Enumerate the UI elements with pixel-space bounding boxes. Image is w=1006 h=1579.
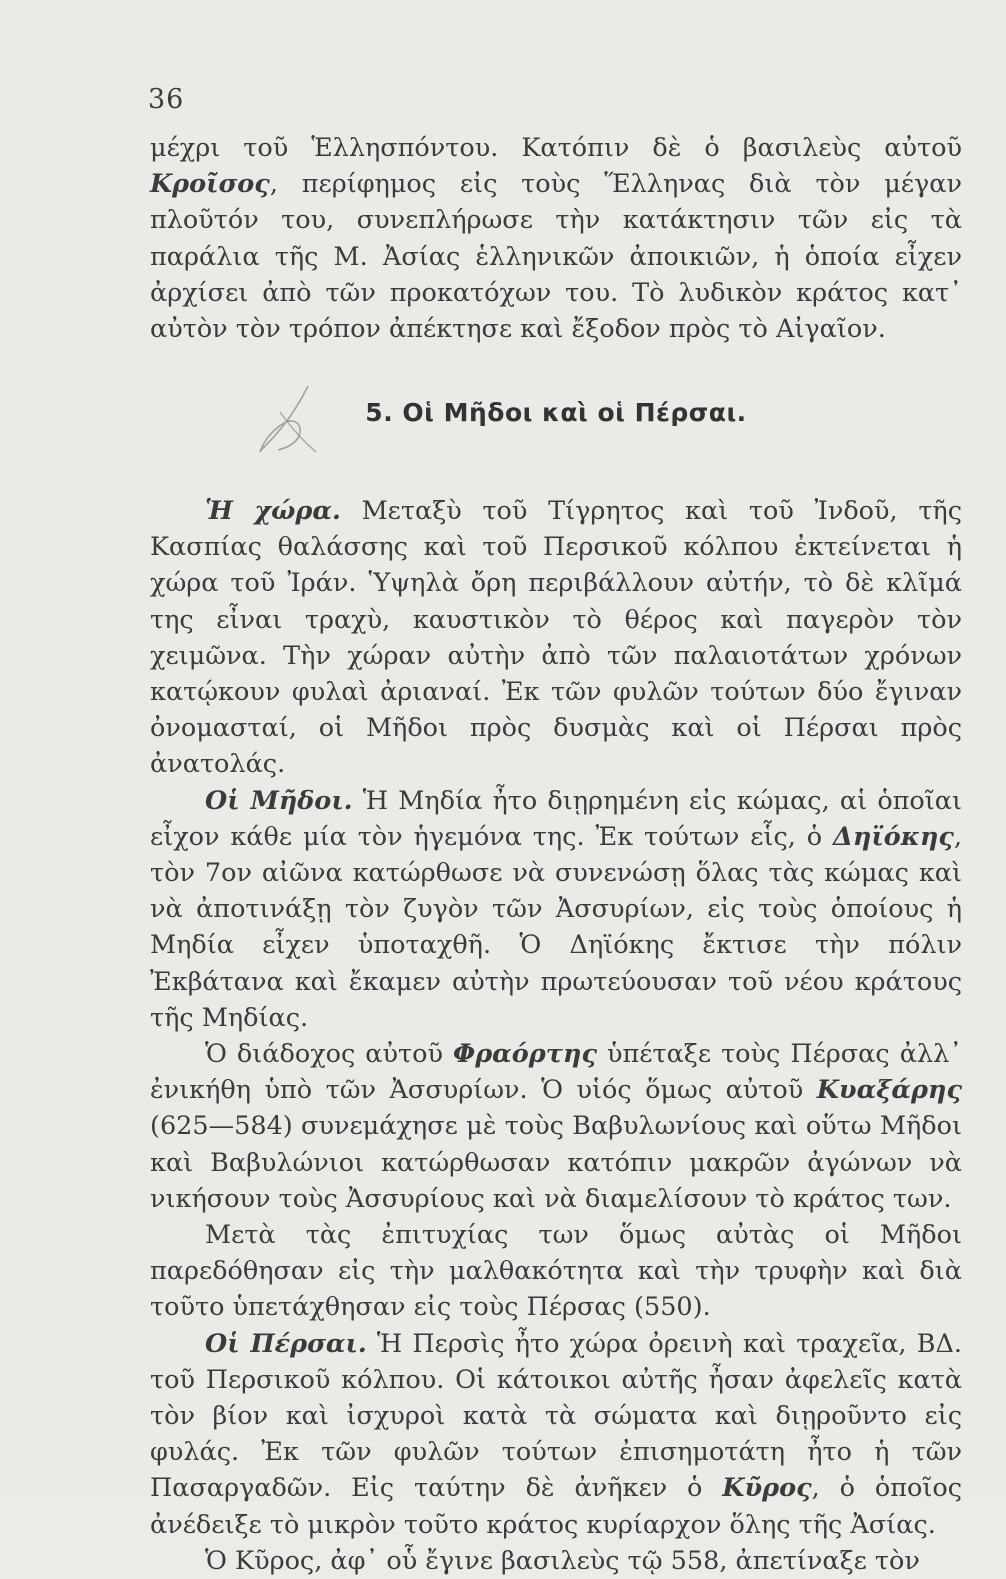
paragraph-after bbox=[150, 1217, 962, 1326]
name-kyros: Κῦρος bbox=[722, 1473, 812, 1504]
paragraph-lead: Οἱ Πέρσαι. bbox=[205, 1328, 367, 1359]
paragraph-text: Ὁ διάδοχος αὐτοῦ bbox=[205, 1039, 453, 1070]
paragraph-text: Μεταξὺ τοῦ Τίγρητος καὶ τοῦ Ἰνδοῦ, τῆς Κασπίας θαλάσσης καὶ τοῦ Περσικοῦ κόλπου ἐκτείνεται ἡ χώρα τοῦ Ἰράν. Ὑψηλὰ ὄρη περιβάλλουν αὐτήν, τὸ δὲ κλῖμά της εἶναι τραχὺ, καυστικὸν τὸ θέρος καὶ παγερὸν τὸν χειμῶνα. Τὴν χώραν αὐτὴν ἀπὸ τῶν παλαιοτάτων χρόνων κατῴκουν φυλαὶ ἀριαναί. Ἐκ τῶν φυλῶν τούτων δύο ἔγιναν ὀνομασταί, οἱ Μῆδοι πρὸς δυσμὰς καὶ οἱ Πέρσαι πρὸς ἀνατολάς. bbox=[150, 496, 962, 780]
page-number: 36 bbox=[148, 84, 185, 115]
paragraph-medes bbox=[150, 783, 962, 1036]
paragraph-text: (625—584) συνεμάχησε μὲ τοὺς Βαβυλωνίους καὶ οὕτω Μῆδοι καὶ Βαβυλώνιοι κατώρθωσαν κατόπιν μακρῶν ἀγώνων νὰ νικήσουν τοὺς Ἀσσυρίους καὶ νὰ διαμελίσουν τὸ κράτος των. bbox=[150, 1111, 962, 1214]
paragraph-text: Ἡ Περσὶς ἦτο χώρα ὀρεινὴ καὶ τραχεῖα, ΒΔ. τοῦ Περσικοῦ κόλπου. Οἱ κάτοικοι αὐτῆς ἦσαν ἀφελεῖς κατὰ τὸν βίον καὶ ἰσχυροὶ κατὰ τὰ σώματα καὶ διῃροῦντο εἰς φυλάς. Ἐκ τῶν φυλῶν τούτων ἐπισημοτάτη ἦτο ἡ τῶν Πασαργαδῶν. Εἰς ταύτην δὲ ἀνῆκεν ὁ bbox=[150, 1328, 962, 1504]
paragraph-lydia bbox=[150, 130, 962, 347]
paragraph-country bbox=[150, 493, 962, 783]
name-deiokes: Δηϊόκης bbox=[833, 821, 954, 852]
intro-text-block bbox=[150, 130, 962, 347]
main-text-block bbox=[150, 493, 962, 1579]
paragraph-lead: Οἱ Μῆδοι. bbox=[205, 785, 353, 816]
paragraph-text: , περίφημος εἰς τοὺς Ἕλληνας διὰ τὸν μέγαν πλοῦτόν του, συνεπλήρωσε τὴν κατάκτησιν τῶν εἰς τὰ παράλια τῆς Μ. Ἀσίας ἑλληνικῶν ἀποικιῶν, ἡ ὁποία εἶχεν ἀρχίσει ἀπὸ τῶν προκατόχων του. Τὸ λυδικὸν κράτος κατ᾿ αὐτὸν τὸν τρόπον ἀπέκτησε καὶ ἔξοδον πρὸς τὸ Αἰγαῖον. bbox=[150, 169, 962, 345]
section-heading: 5. Οἱ Μῆδοι καὶ οἱ Πέρσαι. bbox=[365, 398, 747, 427]
name-kroisos: Κροῖσος bbox=[150, 169, 270, 200]
paragraph-kyros bbox=[150, 1543, 962, 1579]
paragraph-text: Ὁ Κῦρος, ἀφ᾿ οὗ ἔγινε βασιλεὺς τῷ 558, ἀπετίναξε τὸν bbox=[205, 1545, 920, 1576]
paragraph-text: , τὸν 7ον αἰῶνα κατώρθωσε νὰ συνενώσῃ ὅλας τὰς κώμας καὶ νὰ ἀποτινάξῃ τὸν ζυγὸν τῶν Ἀσσυρίων, εἰς τοὺς ὁποίους ἡ Μηδία εἶχεν ὑποταχθῆ. Ὁ Δηϊόκης ἔκτισε τὴν πόλιν Ἐκβάτανα καὶ ἔκαμεν αὐτὴν πρωτεύουσαν τοῦ νέου κράτους τῆς Μηδίας. bbox=[150, 821, 962, 1033]
paragraph-text: μέχρι τοῦ Ἑλλησπόντου. Κατόπιν δὲ ὁ βασιλεὺς αὐτοῦ bbox=[150, 133, 962, 163]
paragraph-text: , ὁ ὁποῖος ἀνέδειξε τὸ μικρὸν τοῦτο κράτος κυρίαρχον ὅλης τῆς Ἀσίας. bbox=[150, 1473, 962, 1540]
name-kyaxares: Κυαξάρης bbox=[816, 1075, 962, 1106]
paragraph-successor bbox=[150, 1036, 962, 1217]
paragraph-text: Ἡ Μηδία ἦτο διῃρημένη εἰς κώμας, αἱ ὁποῖαι εἶχον κάθε μία τὸν ἡγεμόνα της. Ἐκ τούτων εἷς, ὁ bbox=[150, 785, 962, 852]
paragraph-lead: Ἡ χώρα. bbox=[205, 496, 341, 526]
paragraph-persians bbox=[150, 1326, 962, 1543]
paragraph-text: Μετὰ τὰς ἐπιτυχίας των ὅμως αὐτὰς οἱ Μῆδοι παρεδόθησαν εἰς τὴν μαλθακότητα καὶ τὴν τρυφὴν καὶ διὰ τοῦτο ὑπετάχθησαν εἰς τοὺς Πέρσας (550). bbox=[150, 1220, 962, 1323]
paragraph-text: ὑπέταξε τοὺς Πέρσας ἀλλ᾿ ἐνικήθη ὑπὸ τῶν Ἀσσυρίων. Ὁ υἱός ὅμως αὐτοῦ bbox=[150, 1039, 962, 1106]
name-phraortes: Φραόρτης bbox=[453, 1039, 597, 1070]
